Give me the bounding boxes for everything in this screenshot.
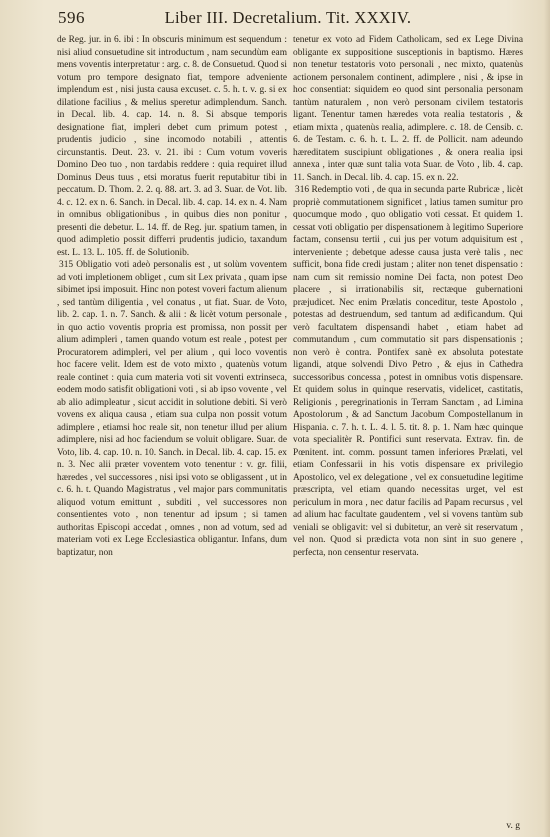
paragraph-315-continuation: tenetur ex voto ad Fidem Catholicam, sed ex Lege Divina obligante ex suppositione susceptionis in baptismo. Hæres non tenetur testatoris voto personali , nec mixto, quatenùs actionem personalem continent, adimplere , nisi , & ipse in hoc consentiat: siquidem eo quod sint personalia personam tantùm naturalem , non verò personam civilem testatoris ligant. Tenentur tamen hæredes vota realia testatoris , & etiam mixta , quatenùs realia, adimplere. c. 18. de Censib. c. 6. de Testam. c. 6. h. t. L. 2. ff. de Pollicit. nam adeundo hæreditatem suscipiunt obligationes , & onera realia ipsi annexa , inter quæ sunt talia vota Suar. de Voto , lib. 4. cap. 11. Sanch. in Decal. lib. 4. cap. 15. ex n. 22. [293, 35, 523, 183]
paragraph-314-continuation: de Reg. jur. in 6. ibi : In obscuris minimum est sequendum : nisi aliud consuetudine sit introductum , nam secundùm eam mens voventis interpretatur : arg. c. 8. de Consuetud. Quod si votum pro tempore designato fiat, tempore adveniente implendum est , nisi justa causa excuset. c. 5. h. t. v. g. si ex dilatione facilius , & melius speretur adimplendum. Sanch. in Decal. lib. 4. cap. 14. n. 8. Si absque temporis designatione fiat, impleri debet cum primum potest , prudentis judicio , sine incomodo notabili , attentis circunstantis. Deut. 23. v. 21. ibi : Cum votum voveris Domino Deo tuo , non tardabis reddere : quia requiret illud Dominus Deus tuus , etsi moratus fuerit reputabitur tibi in peccatum. D. Thom. 2. 2. q. 88. art. 3. ad 3. Suar. de Vot. lib. 4. c. 12. ex n. 6. Sanch. in Decal. lib. 4. cap. 14. ex n. 4. Nam in omnibus obligationibus , in quibus dies non ponitur , presenti die debetur. L. 14. ff. de Reg. jur. spatium tamen, in quod adimpletio possit differri prudentis judicio, taxandum est. L. 13. L. 105. ff. de Solutionib. [57, 35, 287, 258]
paragraph-316: 316 Redemptio voti , de qua in secunda parte Rubricæ , licèt propriè commutationem significet , latius tamen sumitur pro quocumque modo , quo obligatio voti cessat. Et quidem 1. cessat voti obligatio per dispensationem à legitimo Superiore factam, consensu tertii , cui jus per votum adquisitum est , interveniente ; debetque adesse causa justa verè talis , nec sufficit, bona fide credi justam ; aliter non tenet dispensatio : nam cum sit remissio nomine Dei facta, non potest Deo placere , si irrationabilis sit, rectæque gubernationi præjudicet. Nec enim Prælatis conceditur, teste Apostolo , potestas ad destruendum, sed tantum ad ædificandum. Qui verò facultatem dispensandi habet , etiam habet ad commutandum , cum commutatio sit pars dispensationis ; non verò è contra. Pontifex sanè ex absoluta potestate ligandi, atque solvendi Divo Petro , & ejus in Cathedra successoribus concessa , potest in omnibus votis dispensare. Et quidem solus in quinque reservatis, videlicet, castitatis, Religionis , peregrinationis in Terram Sanctam , ad Limina Apostolorum , & ad Sanctum Jacobum Compostellanum in Hispania. c. 7. h. t. L. 4. l. 5. tit. 8. p. 1. Nam hæc quinque vota specialitèr R. Pontifici sunt reservata. Extrav. fin. de Pœnitent. int. comm. possunt tamen inferiores Prælati, vel etiam Confessarii in his votis dispensare ex privilegio Apostolico, vel ex delegatione , vel ex consuetudine legitime præscripta, vel etiam quando necessitas urget, vel est periculum in mora , nec datur facilis ad Papam recursus , vel ad alium hac facultate gaudentem , vel si vovens tantùm sub veniali se obligavit: vel si dubitetur, an verè sit reservatum , vel non. Quod si prædicta vota non sint in suo genere , perfecta, non censentur reservata. [293, 185, 523, 558]
left-column [57, 34, 287, 559]
right-column [293, 34, 523, 559]
page-edge-shadow [544, 0, 550, 837]
page-number: 596 [58, 8, 85, 27]
catchword: v. g [506, 821, 520, 831]
paragraph-315: 315 Obligatio voti adeò personalis est , ut solùm voventem ad voti impletionem obliget , cum sit Lex privata , quam ipse sibimet ipsi imposuit. Hinc non potest voveri factum alienum , sed tantùm diligentia , vel conatus , ut fiat. Suar. de Voto, lib. 2. cap. 1. n. 7. Sanch. & alii : & licèt votum personale , in quo actio voventis propria est promissa, non possit per alium adimpleri , tamen quando votum est reale , potest per Procuratorem adimpleri, vel per alium , qui loco voventis hoc facere velit. Idem est de voto mixto , quatenùs votum reale continet : quia cum materia voti sit voventi extrinseca, eodem modo satisfit obligationi voti , si ab ipso vovente , vel ab alio adimpleatur , sicut accidit in solutione debiti. Si verò vovens ex aliqua causa , etiam sua culpa non possit votum adimplere , etiamsi hoc reale sit, non tenetur illud per alium adimplere, nisi ad hoc faciendum se voluit obligare. Suar. de Voto, lib. 4. cap. 10. n. 10. Sanch. in Decal. lib. 4. cap. 15. ex n. 3. Nec alii præter voventem voto tenentur : v. gr. filii, hæredes , vel successores , nisi ipsi voto se obligassent , ut in c. 6. h. t. Quando Magistratus , vel major pars communitatis aliquod votum emittunt , subditi , vel successores non consentientes voto , non tenentur ad ipsum ; si tamen authoritas Episcopi accedat , omnes , non ad votum, sed ad materiam voti ex Lege Ecclesiastica obligantur. Infans, dum baptizatur, non [57, 260, 287, 558]
running-title: Liber III. Decretalium. Tit. XXXIV. [164, 8, 412, 27]
text-columns [57, 34, 523, 822]
page-header [58, 8, 518, 32]
